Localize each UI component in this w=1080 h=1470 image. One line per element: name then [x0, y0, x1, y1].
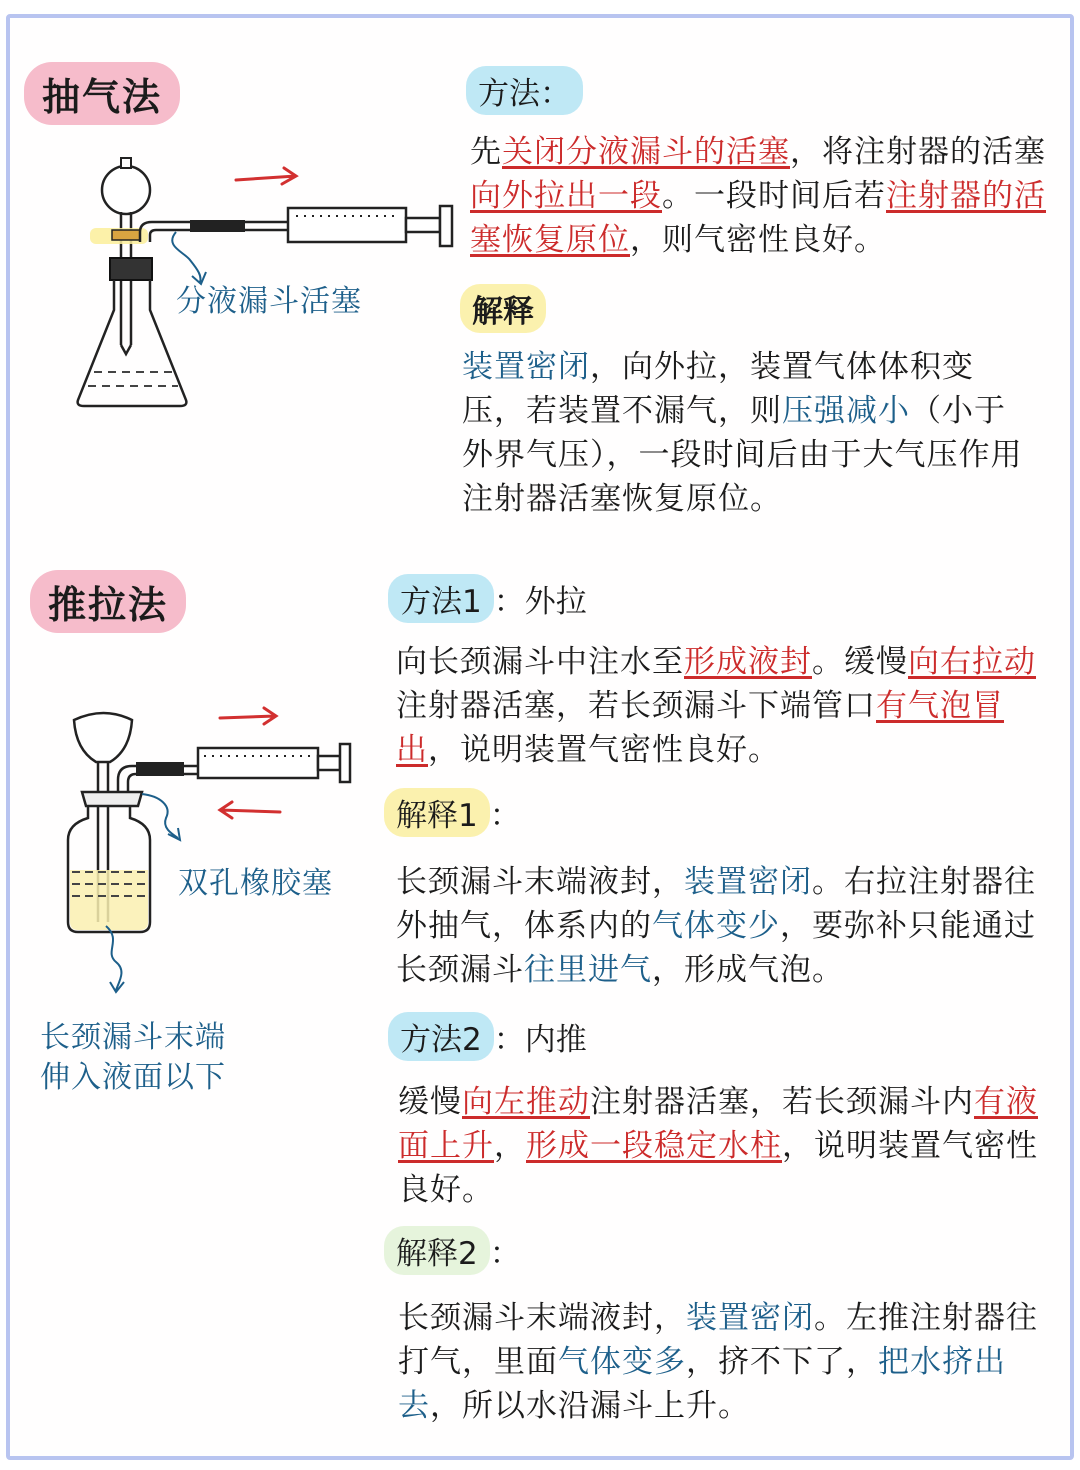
text-segment: 。右拉注射器往外抽气，体系内的 — [396, 864, 1036, 944]
highlight-blue: 装置密闭 — [686, 1300, 814, 1336]
syringe-plunger — [406, 218, 440, 232]
explain2-tag: 解释2 — [384, 1226, 490, 1275]
text-segment: 。一段时间后若 — [662, 178, 886, 214]
text-segment: 长颈漏斗末端液封， — [396, 864, 684, 900]
text-segment: 向长颈漏斗中注水至 — [396, 644, 684, 680]
method2-title: ：内推 — [493, 1022, 587, 1058]
bottle-liquid — [70, 870, 148, 930]
highlight-blue: 把水挤出去 — [398, 1344, 1006, 1424]
text-segment: ，将注射器的活塞 — [790, 134, 1046, 170]
text-segment: 先 — [470, 134, 502, 170]
section2-explain2-heading — [384, 1226, 521, 1275]
pull-right-arrow — [220, 708, 276, 724]
method-tag-label: 方法： — [466, 66, 583, 115]
method1-title: ：外拉 — [493, 584, 587, 620]
highlight-blue: 气体变少 — [652, 908, 780, 944]
explain1-tag: 解释1 — [384, 788, 490, 837]
highlight-red: 关闭分液漏斗的活塞 — [502, 134, 790, 170]
text-segment: ，说明装置气密性良好。 — [428, 732, 780, 768]
section2-method1-text — [396, 640, 1036, 772]
section2-method2-text — [398, 1080, 1038, 1212]
text-segment: 缓慢 — [398, 1084, 462, 1120]
highlight-red: 有液面上升 — [398, 1084, 1038, 1164]
text-segment: ，所以水沿漏斗上升。 — [430, 1388, 750, 1424]
highlight-red: 向右拉动 — [908, 644, 1036, 680]
highlight-red: 向左推动 — [462, 1084, 590, 1120]
method2-tag: 方法2 — [388, 1012, 494, 1061]
explain2-colon: ： — [489, 1236, 521, 1272]
highlight-blue: 气体变多 — [558, 1344, 686, 1380]
funnel-neck-top — [121, 158, 131, 168]
syringe-handle — [440, 206, 452, 246]
valve — [112, 230, 140, 240]
explain-tag-label: 解释 — [460, 284, 546, 333]
text-segment: ， — [494, 1128, 526, 1164]
stopper-label: 双孔橡胶塞 — [178, 866, 333, 901]
highlight-red: 形成一段稳定水柱 — [526, 1128, 782, 1164]
section2-explain1-heading — [384, 788, 521, 837]
syringe-handle-2 — [340, 744, 350, 782]
valve-label: 分液漏斗活塞 — [176, 284, 362, 319]
section2-method1-heading — [388, 574, 587, 623]
funnel-end-label-line2: 伸入液面以下 — [40, 1060, 226, 1095]
push-pull-apparatus-diagram — [60, 700, 380, 1010]
funnel-cup — [74, 713, 132, 762]
text-segment: 。左推注射器往打气，里面 — [398, 1300, 1038, 1380]
text-segment: ，则气密性良好。 — [630, 222, 886, 258]
section1-explain-text — [462, 345, 1032, 521]
push-left-arrow — [220, 802, 280, 818]
highlight-blue: 往里进气 — [524, 952, 652, 988]
rubber-connector — [190, 220, 245, 232]
highlight-red: 形成液封 — [684, 644, 812, 680]
flask-stopper — [110, 258, 152, 280]
funnel-end-pointer — [106, 926, 124, 992]
highlight-red: 向外拉出一段 — [470, 178, 662, 214]
pull-arrow — [236, 168, 296, 184]
text-segment: ，要弥补只能通过长颈漏斗 — [396, 908, 1036, 988]
syringe-barrel-2 — [198, 748, 318, 778]
text-segment: 注射器活塞，若长颈漏斗内 — [590, 1084, 974, 1120]
text-segment: 长颈漏斗末端液封， — [398, 1300, 686, 1336]
section1-method-tag — [466, 66, 583, 115]
highlight-red: 有气泡冒出 — [396, 688, 1004, 768]
funnel-stem-tip — [121, 345, 131, 354]
highlight-blue: 装置密闭 — [462, 349, 590, 385]
explain1-colon: ： — [489, 798, 521, 834]
method1-tag: 方法1 — [388, 574, 494, 623]
section2-explain2-text — [398, 1296, 1038, 1428]
rubber-connector-2 — [136, 762, 184, 776]
funnel-end-label — [40, 1018, 226, 1098]
text-segment: ，向外拉，装置气体体积变压，若装置不漏气，则 — [462, 349, 974, 429]
highlight-blue: 压强减小 — [782, 393, 910, 429]
highlight-red: 注射器的活塞恢复原位 — [470, 178, 1046, 258]
text-segment: 注射器活塞，若长颈漏斗下端管口 — [396, 688, 876, 724]
text-segment: 。缓慢 — [812, 644, 908, 680]
side-tube-2-inner — [128, 774, 198, 792]
text-segment: （小于外界气压），一段时间后由于大气压作用注射器活塞恢复原位。 — [462, 393, 1023, 517]
funnel-end-label-line1: 长颈漏斗末端 — [40, 1020, 226, 1055]
syringe-plunger-2 — [318, 756, 340, 770]
highlight-blue: 装置密闭 — [684, 864, 812, 900]
section1-method-text — [470, 130, 1060, 262]
double-hole-stopper — [82, 792, 142, 806]
text-segment: ，说明装置气密性良好。 — [398, 1128, 1038, 1208]
syringe-barrel — [288, 208, 406, 242]
text-segment: ，形成气泡。 — [652, 952, 844, 988]
section2-method2-heading — [388, 1012, 587, 1061]
funnel-bulb — [102, 166, 150, 214]
section2-title: 推拉法 — [30, 570, 186, 633]
section1-title: 抽气法 — [24, 62, 180, 125]
text-segment: ，挤不下了， — [686, 1344, 878, 1380]
section2-explain1-text — [396, 860, 1036, 992]
